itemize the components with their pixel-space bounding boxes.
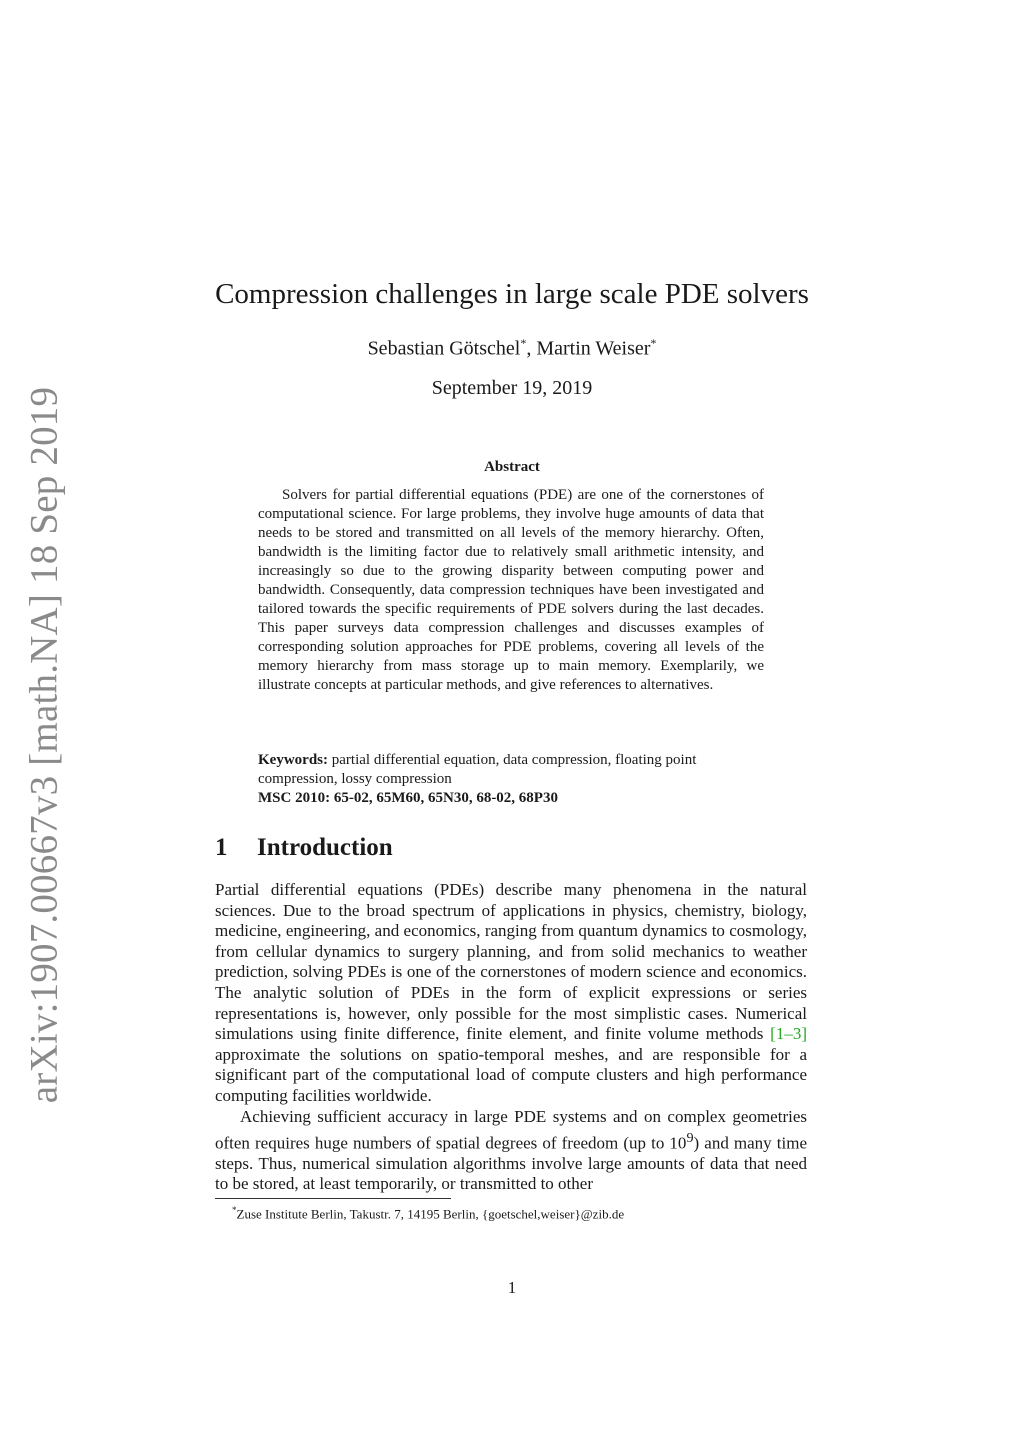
intro-text: approximate the solutions on spatio-temporal meshes, and are responsible for a significant part of the computational load of compute clusters and high performance computing facilities worldwide.: [215, 1044, 807, 1105]
footnote-divider: [215, 1198, 451, 1199]
intro-text: ) and many time steps. Thus, numerical simulation algorithms involve large amounts of data that need to be stored, at least temporarily, or transmitted to other: [215, 1133, 807, 1194]
section-title: Introduction: [257, 834, 393, 861]
abstract-text: Solvers for partial differential equations (PDE) are one of the cornerstones of computational science. For large problems, they involve huge amounts of data that needs to be stored and transmitted on all levels of the memory hierarchy. Often, bandwidth is the limiting factor due to relatively small arithmetic intensity, and increasingly so due to the growing disparity between computing power and bandwidth. Consequently, data compression techniques have been investigated and tailored towards the specific requirements of PDE solvers during the last decades. This paper surveys data compression challenges and discusses examples of corresponding solution approaches for PDE problems, covering all levels of the memory hierarchy from mass storage up to main memory. Exemplarily, we illustrate concepts at particular methods, and give references to alternatives.: [258, 487, 764, 693]
intro-text: Partial differential equations (PDEs) describe many phenomena in the natural sciences. Due to the broad spectrum of applications in physics, chemistry, biology, medicine, engineering, and economics, ranging from quantum dynamics to cosmology, from cellular dynamics to surgery planning, and from solid mechanics to weather prediction, solving PDEs is one of the cornerstones of modern science and economics. The analytic solution of PDEs in the form of explicit expressions or series representations is, however, only possible for the most simplistic cases. Numerical simulations using finite difference, finite element, and finite volume methods: [215, 880, 807, 1044]
page-number: 1: [507, 1278, 517, 1297]
section-heading: [215, 834, 393, 862]
publication-date: September 19, 2019: [431, 377, 593, 399]
keywords-text: partial differential equation, data compression, floating point compression, lossy compression: [258, 752, 697, 787]
intro-text: Achieving sufficient accuracy in large PDE systems and on complex geometries often requires huge numbers of spatial degrees of freedom (up to 10: [215, 1107, 807, 1153]
author-separator: ,: [526, 337, 532, 360]
affiliation-marker: *: [520, 336, 527, 350]
msc-classification: MSC 2010: 65-02, 65M60, 65N30, 68-02, 68P30: [258, 790, 558, 806]
keywords-line: [258, 751, 764, 789]
paper-title: Compression challenges in large scale PDE solvers: [215, 278, 809, 310]
citation-link[interactable]: [1–3]: [770, 1024, 807, 1044]
arxiv-identifier-stamp: arXiv:1907.00667v3 [math.NA] 18 Sep 2019: [22, 386, 66, 1104]
footnote-marker: *: [232, 1205, 237, 1215]
author-name: Sebastian Götschel: [367, 337, 521, 360]
affiliation-marker: *: [650, 336, 657, 350]
footnote-text: Zuse Institute Berlin, Takustr. 7, 14195 Berlin, {goetschel,weiser}@zib.de: [236, 1206, 625, 1222]
exponent: 9: [686, 1129, 694, 1146]
intro-paragraph: [215, 1107, 807, 1195]
abstract-heading: Abstract: [484, 459, 540, 475]
intro-paragraph: [215, 880, 807, 1107]
author-line: [0, 336, 1024, 361]
author-name: Martin Weiser: [536, 337, 651, 360]
keywords-label: Keywords:: [258, 752, 328, 768]
footnote: [232, 1202, 792, 1222]
section-number: 1: [215, 834, 228, 861]
